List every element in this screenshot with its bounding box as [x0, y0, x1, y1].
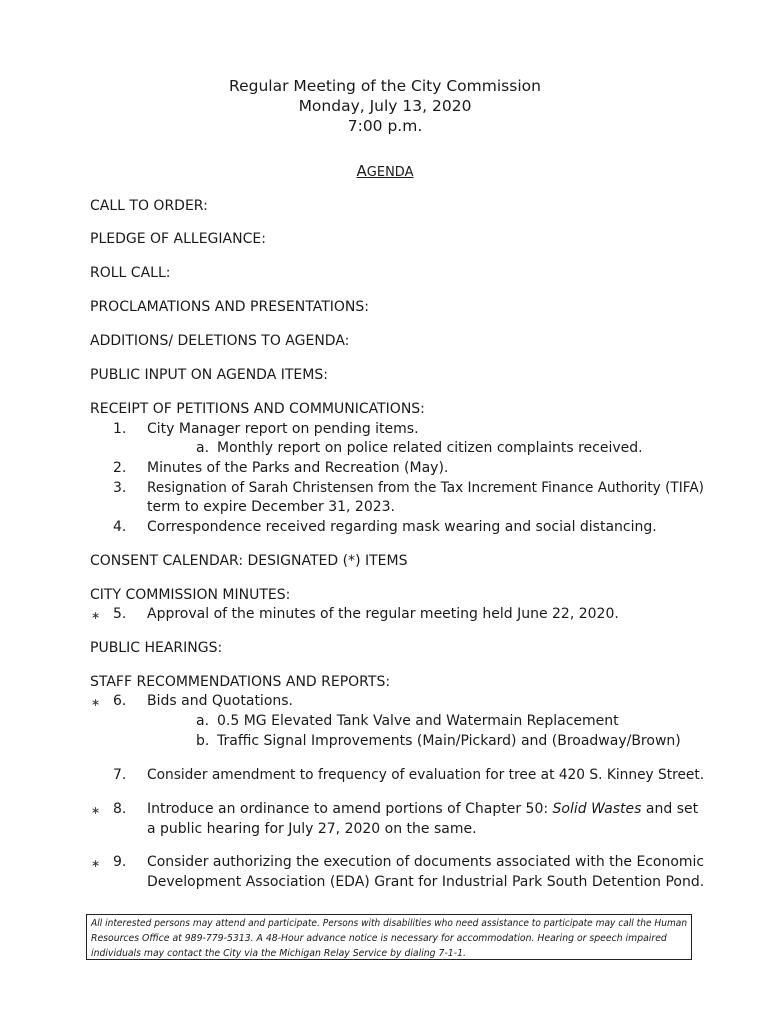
designated-star: ∗ [91, 609, 101, 622]
sub-item: Monthly report on police related citizen complaints received. [217, 440, 643, 456]
designated-star: ∗ [91, 696, 101, 709]
section-receipt: RECEIPT OF PETITIONS AND COMMUNICATIONS: [90, 401, 425, 417]
section-proclamations: PROCLAMATIONS AND PRESENTATIONS: [90, 299, 369, 315]
item-number: 1. [113, 421, 127, 437]
sub-item-letter: b. [196, 733, 210, 749]
item-number: 8. [113, 801, 127, 817]
meeting-time: 7:00 p.m. [347, 117, 423, 135]
item-number: 3. [113, 480, 127, 496]
sub-item-letter: a. [196, 440, 210, 456]
designated-star: ∗ [91, 857, 101, 870]
section-staff: STAFF RECOMMENDATIONS AND REPORTS: [90, 674, 391, 690]
designated-star: ∗ [91, 804, 101, 817]
item-number: 4. [113, 519, 127, 535]
section-public-input: PUBLIC INPUT ON AGENDA ITEMS: [90, 367, 328, 383]
meeting-date: Monday, July 13, 2020 [298, 97, 472, 115]
section-additions: ADDITIONS/ DELETIONS TO AGENDA: [90, 333, 350, 349]
section-roll-call: ROLL CALL: [90, 265, 171, 281]
list-item: Minutes of the Parks and Recreation (May). [147, 460, 449, 476]
list-item-continuation: Development Association (EDA) Grant for Industrial Park South Detention Pond. [147, 874, 705, 890]
list-item: Introduce an ordinance to amend portions of Chapter 50: Solid Wastes and set [147, 801, 699, 817]
section-consent: CONSENT CALENDAR: DESIGNATED (*) ITEMS [90, 553, 408, 569]
notice-line: All interested persons may attend and participate. Persons with disabilities who need assistance to participate may call the Human [91, 918, 688, 929]
item-number: 9. [113, 854, 127, 870]
list-item: Consider amendment to frequency of evaluation for tree at 420 S. Kinney Street. [147, 767, 705, 783]
chapter-title: Solid Wastes [552, 801, 642, 817]
list-item: Resignation of Sarah Christensen from the Tax Increment Finance Authority (TIFA) [147, 480, 704, 496]
item-number: 6. [113, 693, 127, 709]
item-number: 7. [113, 767, 127, 783]
meeting-title: Regular Meeting of the City Commission [229, 77, 541, 95]
sub-item-letter: a. [196, 713, 210, 729]
section-pledge: PLEDGE OF ALLEGIANCE: [90, 231, 266, 247]
section-minutes: CITY COMMISSION MINUTES: [90, 587, 291, 603]
list-item: Bids and Quotations. [147, 693, 294, 709]
list-item-continuation: a public hearing for July 27, 2020 on the same. [147, 821, 477, 837]
section-hearings: PUBLIC HEARINGS: [90, 640, 223, 656]
notice-line: individuals may contact the City via the Michigan Relay Service by dialing 7-1-1. [91, 948, 466, 959]
list-item: Approval of the minutes of the regular meeting held June 22, 2020. [147, 606, 619, 622]
list-item-continuation: term to expire December 31, 2023. [147, 499, 395, 515]
list-item: City Manager report on pending items. [147, 421, 419, 437]
sub-item: 0.5 MG Elevated Tank Valve and Watermain Replacement [217, 713, 619, 729]
notice-line: Resources Office at 989-779-5313. A 48-Hour advance notice is necessary for accommodation. Hearing or speech impaired [91, 933, 667, 944]
list-item: Correspondence received regarding mask wearing and social distancing. [147, 519, 657, 535]
section-call-to-order: CALL TO ORDER: [90, 198, 208, 214]
item-number: 2. [113, 460, 127, 476]
list-item: Consider authorizing the execution of documents associated with the Economic [147, 854, 705, 870]
meeting-header [0, 76, 770, 136]
item-number: 5. [113, 606, 127, 622]
sub-item: Traffic Signal Improvements (Main/Pickard) and (Broadway/Brown) [217, 733, 681, 749]
accessibility-notice [86, 914, 692, 960]
agenda-heading: AGENDA [356, 162, 414, 180]
